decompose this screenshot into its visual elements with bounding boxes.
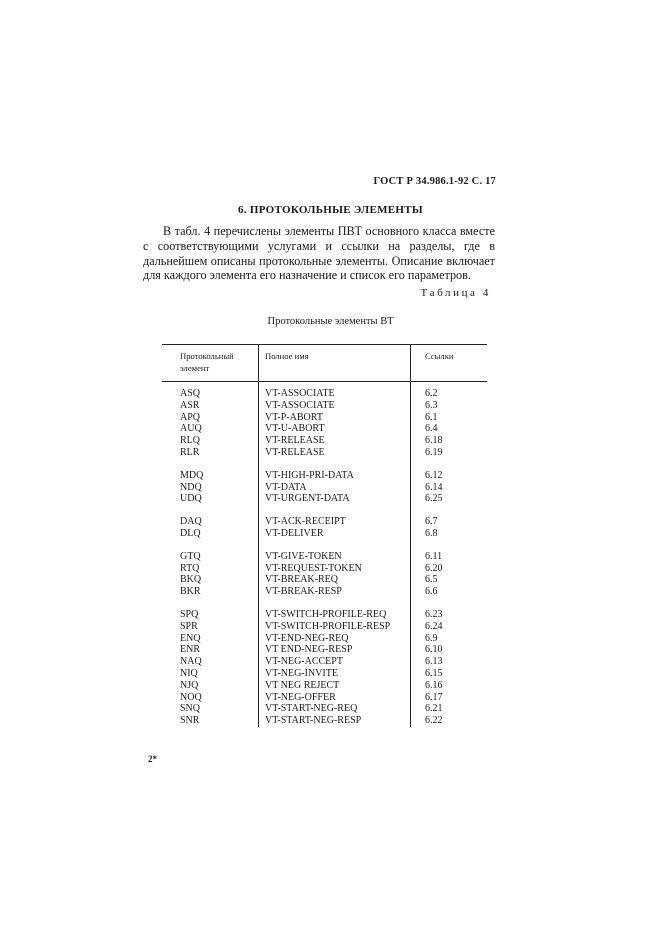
cell-ref: 6.13 <box>425 656 443 668</box>
cell-element: AUQ <box>162 423 259 435</box>
cell-element: ENR <box>162 644 259 656</box>
table-row <box>162 447 487 459</box>
table-header-row <box>162 345 487 382</box>
cell-element: NJQ <box>162 680 259 692</box>
spacer-cell <box>411 459 488 470</box>
table-row <box>162 633 487 645</box>
spacer-cell <box>162 505 259 516</box>
group-spacer <box>162 598 487 609</box>
cell-name: VT-SWITCH-PROFILE-RESP <box>259 621 411 633</box>
table-row <box>162 609 487 621</box>
page-footer-mark: 2* <box>148 754 157 764</box>
table-label: Таблица 4 <box>420 287 491 299</box>
cell-name: VT-DATA <box>259 482 411 494</box>
cell-name: VT-DELIVER <box>259 528 411 540</box>
cell-name: VT-HIGH-PRI-DATA <box>259 470 411 482</box>
header-element-line1: Протокольный <box>180 351 234 361</box>
cell-element: SNR <box>162 715 259 727</box>
table-row <box>162 482 487 494</box>
cell-name: VT-GIVE-TOKEN <box>259 551 411 563</box>
cell-element: NAQ <box>162 656 259 668</box>
cell-element: NDQ <box>162 482 259 494</box>
cell-element: RLQ <box>162 435 259 447</box>
table-row <box>162 493 487 505</box>
intro-paragraph <box>143 224 495 283</box>
cell-ref: 6.6 <box>425 586 438 598</box>
intro-text: В табл. 4 перечислены элементы ПВТ основного класса вместе с соответствующими услугами и ссылки на разделы, где в дальнейшем описаны протокольные элементы. Описание включает для каждого элемента его назначение и список его параметров. <box>143 224 495 283</box>
group-spacer <box>162 505 487 516</box>
cell-ref: 6.4 <box>425 423 438 435</box>
table-row <box>162 435 487 447</box>
cell-name: VT-BREAK-RESP <box>259 586 411 598</box>
group-spacer <box>162 459 487 470</box>
table-row <box>162 692 487 704</box>
cell-ref: 6.15 <box>425 667 443 679</box>
cell-element: ASR <box>162 400 259 412</box>
table-row <box>162 470 487 482</box>
table <box>162 344 487 727</box>
table-row <box>162 644 487 656</box>
header-refs: Ссылки <box>411 345 488 382</box>
cell-name: VT-U-ABORT <box>259 423 411 435</box>
table-row <box>162 574 487 586</box>
cell-ref: 6.3 <box>425 399 438 411</box>
table-row <box>162 412 487 424</box>
header-element <box>162 345 259 382</box>
cell-element: DLQ <box>162 528 259 540</box>
cell-element: SNQ <box>162 703 259 715</box>
cell-ref: 6.9 <box>425 632 438 644</box>
cell-ref: 6.25 <box>425 493 443 505</box>
cell-element: DAQ <box>162 516 259 528</box>
header-name: Полное имя <box>259 345 411 382</box>
cell-ref: 6.7 <box>425 516 438 528</box>
cell-element: ASQ <box>162 382 259 400</box>
cell-name: VT-START-NEG-RESP <box>259 715 411 727</box>
cell-name: VT-BREAK-REQ <box>259 574 411 586</box>
spacer-cell <box>259 598 411 609</box>
table-row <box>162 668 487 680</box>
cell-name: VT-RELEASE <box>259 435 411 447</box>
cell-ref: 6.14 <box>425 481 443 493</box>
spacer-cell <box>162 540 259 551</box>
table-row <box>162 586 487 598</box>
cell-ref: 6.2 <box>425 388 438 399</box>
page-header-reference: ГОСТ Р 34.986.1-92 С. 17 <box>373 176 496 187</box>
spacer-cell <box>411 540 488 551</box>
cell-element: UDQ <box>162 493 259 505</box>
spacer-cell <box>259 540 411 551</box>
cell-ref: 6.21 <box>425 703 443 715</box>
table-row <box>162 516 487 528</box>
cell-name: VT-NEG-INVITE <box>259 668 411 680</box>
group-spacer <box>162 540 487 551</box>
cell-name: VT END-NEG-RESP <box>259 644 411 656</box>
cell-name: VT NEG REJECT <box>259 680 411 692</box>
table-row <box>162 621 487 633</box>
spacer-cell <box>162 598 259 609</box>
cell-element: GTQ <box>162 551 259 563</box>
table-row <box>162 528 487 540</box>
table-row <box>162 563 487 575</box>
spacer-cell <box>411 598 488 609</box>
cell-ref: 6.5 <box>425 574 438 586</box>
cell-ref: 6.17 <box>425 691 443 703</box>
cell-element: SPR <box>162 621 259 633</box>
cell-name: VT-END-NEG-REQ <box>259 633 411 645</box>
cell-name: VT-ASSOCIATE <box>259 382 411 400</box>
cell-element: BKR <box>162 586 259 598</box>
table-row <box>162 715 487 727</box>
cell-name: VT-RELEASE <box>259 447 411 459</box>
cell-element: RTQ <box>162 563 259 575</box>
spacer-cell <box>259 505 411 516</box>
table-body <box>162 382 487 727</box>
cell-ref: 6.20 <box>425 562 443 574</box>
protocol-elements-table <box>162 344 487 727</box>
spacer-cell <box>162 459 259 470</box>
table-row <box>162 382 487 400</box>
table-row <box>162 400 487 412</box>
cell-ref: 6.11 <box>425 550 443 562</box>
cell-element: ENQ <box>162 633 259 645</box>
cell-name: VT-URGENT-DATA <box>259 493 411 505</box>
table-row <box>162 423 487 435</box>
table-row <box>162 551 487 563</box>
cell-ref: 6.18 <box>425 435 443 447</box>
table-caption: Протокольные элементы ВТ <box>267 316 394 327</box>
cell-element: NOQ <box>162 692 259 704</box>
cell-ref: 6.10 <box>425 644 443 656</box>
table-row <box>162 703 487 715</box>
cell-element: NIQ <box>162 668 259 680</box>
cell-ref: 6.16 <box>425 679 443 691</box>
cell-element: MDQ <box>162 470 259 482</box>
header-element-line2: элемент <box>180 363 210 373</box>
cell-name: VT-REQUEST-TOKEN <box>259 563 411 575</box>
cell-element: SPQ <box>162 609 259 621</box>
cell-ref: 6.8 <box>425 527 438 539</box>
cell-name: VT-NEG-ACCEPT <box>259 656 411 668</box>
cell-element: RLR <box>162 447 259 459</box>
spacer-cell <box>259 459 411 470</box>
cell-name: VT-ACK-RECEIPT <box>259 516 411 528</box>
cell-ref: 6.1 <box>425 411 438 423</box>
cell-ref: 6.23 <box>425 608 443 620</box>
cell-ref: 6.19 <box>425 446 443 458</box>
table-row <box>162 680 487 692</box>
cell-ref: 6.22 <box>425 715 443 727</box>
cell-ref: 6.12 <box>425 469 443 481</box>
cell-name: VT-NEG-OFFER <box>259 692 411 704</box>
cell-ref: 6.24 <box>425 620 443 632</box>
cell-name: VT-P-ABORT <box>259 412 411 424</box>
cell-name: VT-START-NEG-REQ <box>259 703 411 715</box>
cell-element: BKQ <box>162 574 259 586</box>
cell-name: VT-SWITCH-PROFILE-REQ <box>259 609 411 621</box>
cell-element: APQ <box>162 412 259 424</box>
table-row <box>162 656 487 668</box>
cell-name: VT-ASSOCIATE <box>259 400 411 412</box>
section-title: 6. ПРОТОКОЛЬНЫЕ ЭЛЕМЕНТЫ <box>237 204 424 216</box>
spacer-cell <box>411 505 488 516</box>
